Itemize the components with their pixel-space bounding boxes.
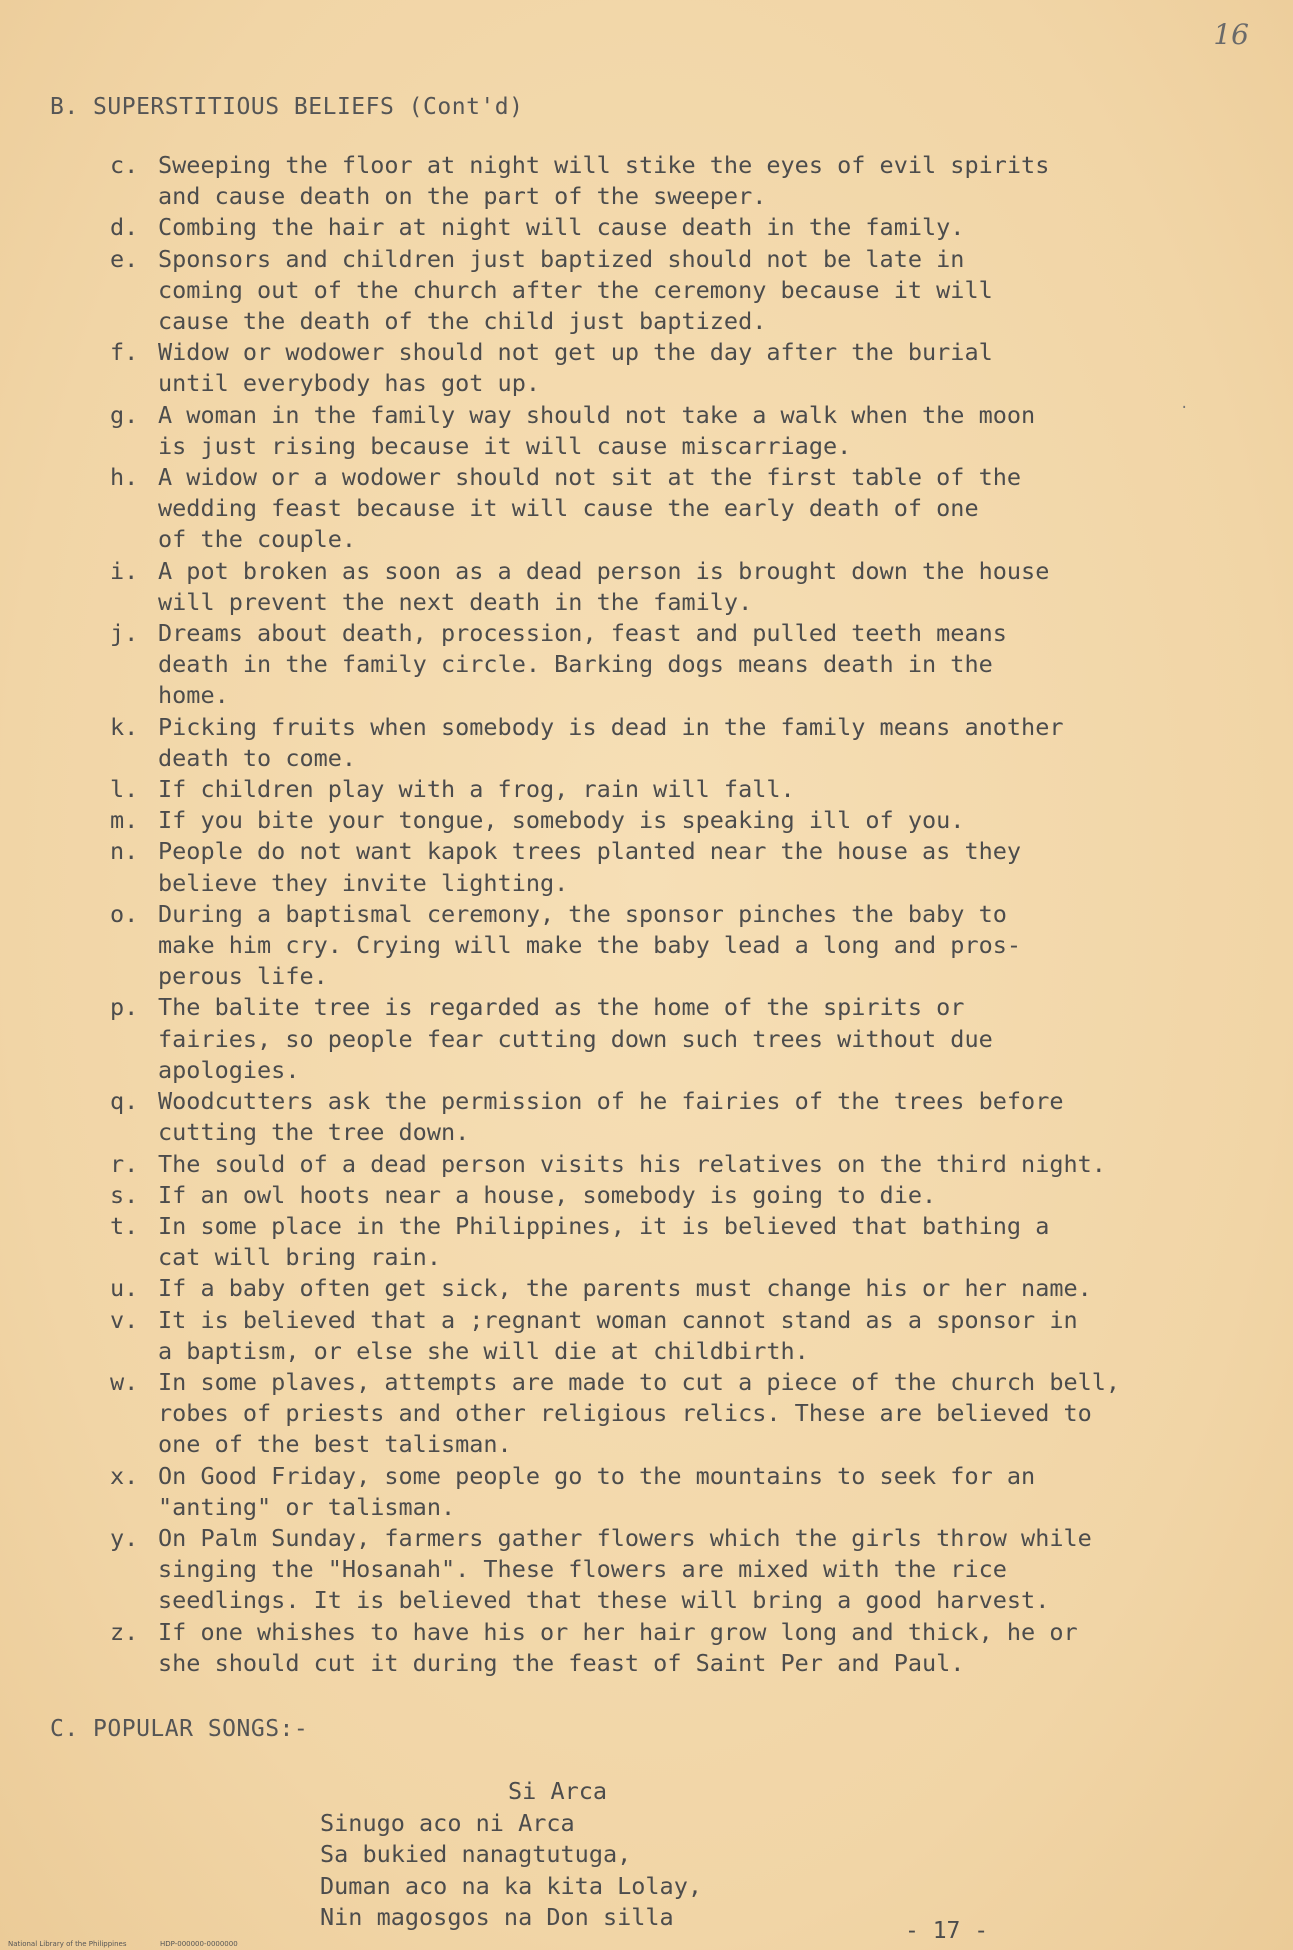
song-block bbox=[320, 1776, 702, 1934]
belief-letter: g. bbox=[110, 400, 139, 429]
archive-stamp: National Library of the Philippines bbox=[8, 1940, 127, 1948]
belief-text: The sould of a dead person visits his relatives on the third night. bbox=[158, 1149, 1106, 1178]
belief-item bbox=[110, 1086, 1240, 1148]
song-line: Nin magosgos na Don silla bbox=[320, 1903, 674, 1931]
belief-letter: j. bbox=[110, 619, 139, 648]
belief-text: On Palm Sunday, farmers gather flowers which the girls throw while singing the "Hosanah". These flowers are mixed with the rice seedlings. It is believed that these will bring a good harvest. bbox=[158, 1523, 1092, 1615]
belief-letter: t. bbox=[110, 1211, 139, 1240]
belief-item bbox=[110, 1180, 1240, 1211]
belief-text: During a baptismal ceremony, the sponsor pinches the baby to make him cry. Crying will make the baby lead a long and pros- perous life. bbox=[158, 899, 1022, 991]
belief-text: If a baby often get sick, the parents must change his or her name. bbox=[158, 1274, 1092, 1303]
section-c-heading: C. POPULAR SONGS:- bbox=[50, 1716, 309, 1742]
belief-item bbox=[110, 618, 1240, 712]
belief-letter: z. bbox=[110, 1617, 139, 1646]
belief-text: Woodcutters ask the permission of he fairies of the trees before cutting the tree down. bbox=[158, 1087, 1064, 1147]
belief-item bbox=[110, 1273, 1240, 1304]
belief-letter: n. bbox=[110, 837, 139, 866]
belief-text: On Good Friday, some people go to the mountains to seek for an "anting" or talisman. bbox=[158, 1461, 1036, 1521]
typed-page-number: - 17 - bbox=[905, 1918, 989, 1944]
belief-text: Sponsors and children just baptized should not be late in coming out of the church after the ceremony because it will cause the death of the child just baptized. bbox=[158, 244, 993, 336]
belief-item bbox=[110, 244, 1240, 338]
belief-text: If children play with a frog, rain will fall. bbox=[158, 775, 795, 804]
belief-letter: y. bbox=[110, 1523, 139, 1552]
belief-letter: k. bbox=[110, 712, 139, 741]
belief-letter: o. bbox=[110, 899, 139, 928]
ink-mark: · bbox=[1180, 400, 1189, 416]
belief-text: Sweeping the floor at night will stike the eyes of evil spirits and cause death on the part of the sweeper. bbox=[158, 151, 1050, 211]
belief-letter: w. bbox=[110, 1367, 139, 1396]
belief-letter: i. bbox=[110, 556, 139, 585]
belief-item bbox=[110, 805, 1240, 836]
song-line: Duman aco na ka kita Lolay, bbox=[320, 1871, 703, 1900]
belief-letter: x. bbox=[110, 1461, 139, 1490]
belief-item bbox=[110, 899, 1240, 993]
belief-item bbox=[110, 1367, 1240, 1461]
belief-text: If one whishes to have his or her hair grow long and thick, he or she should cut it during the feast of Saint Per and Paul. bbox=[158, 1617, 1078, 1677]
belief-letter: h. bbox=[110, 463, 139, 492]
belief-text: A woman in the family way should not take a walk when the moon is just rising because it will cause miscarriage. bbox=[158, 400, 1036, 460]
belief-item bbox=[110, 150, 1240, 212]
belief-text: In some plaves, attempts are made to cut a piece of the church bell, robes of priests and other religious relics. These are believed to one of the best talisman. bbox=[158, 1367, 1121, 1459]
belief-letter: d. bbox=[110, 213, 139, 242]
belief-text: People do not want kapok trees planted near the house as they believe they invite lighting. bbox=[158, 837, 1022, 897]
belief-text: The balite tree is regarded as the home of the spirits or fairies, so people fear cutting down such trees without due apologies. bbox=[158, 993, 993, 1084]
belief-item bbox=[110, 1461, 1240, 1523]
belief-item bbox=[110, 1149, 1240, 1180]
belief-text: Widow or wodower should not get up the day after the burial until everybody has got up. bbox=[158, 338, 993, 398]
belief-text: If you bite your tongue, somebody is speaking ill of you. bbox=[158, 806, 965, 835]
belief-letter: u. bbox=[110, 1274, 139, 1303]
song-line: Sinugo aco ni Arca bbox=[320, 1808, 575, 1837]
belief-item bbox=[110, 462, 1240, 556]
beliefs-list bbox=[110, 150, 1240, 1679]
document-id: HDP-000000-0000000 bbox=[160, 1940, 238, 1948]
belief-text: Dreams about death, procession, feast and pulled teeth means death in the family circle. Barking dogs means death in the home. bbox=[158, 619, 1007, 710]
belief-item bbox=[110, 1211, 1240, 1273]
song-title: Si Arca bbox=[508, 1777, 608, 1805]
belief-item bbox=[110, 556, 1240, 618]
belief-item bbox=[110, 836, 1240, 898]
belief-item bbox=[110, 992, 1240, 1086]
belief-letter: v. bbox=[110, 1305, 139, 1334]
belief-letter: f. bbox=[110, 338, 139, 367]
belief-letter: q. bbox=[110, 1087, 139, 1116]
belief-letter: c. bbox=[110, 151, 139, 179]
belief-letter: e. bbox=[110, 244, 139, 273]
belief-item bbox=[110, 774, 1240, 805]
section-b-heading: B. SUPERSTITIOUS BELIEFS (Cont'd) bbox=[50, 94, 524, 120]
belief-item bbox=[110, 337, 1240, 399]
belief-item bbox=[110, 1305, 1240, 1367]
song-line: Sa bukied nanagtutuga, bbox=[320, 1840, 632, 1868]
belief-letter: r. bbox=[110, 1149, 139, 1178]
belief-item bbox=[110, 712, 1240, 774]
belief-text: It is believed that a ;regnant woman cannot stand as a sponsor in a baptism, or else she will die at childbirth. bbox=[158, 1305, 1078, 1365]
belief-text: A pot broken as soon as a dead person is brought down the house will prevent the next death in the family. bbox=[158, 556, 1050, 616]
belief-letter: l. bbox=[110, 775, 139, 804]
belief-text: Combing the hair at night will cause death in the family. bbox=[158, 213, 965, 242]
belief-item bbox=[110, 1617, 1240, 1679]
belief-text: In some place in the Philippines, it is believed that bathing a cat will bring rain. bbox=[158, 1211, 1050, 1272]
belief-letter: m. bbox=[110, 806, 139, 835]
handwritten-page-number: 16 bbox=[1213, 18, 1249, 51]
belief-text: A widow or a wodower should not sit at the first table of the wedding feast because it will cause the early death of one of the couple. bbox=[158, 463, 1022, 554]
belief-letter: p. bbox=[110, 993, 139, 1022]
belief-letter: s. bbox=[110, 1180, 139, 1209]
belief-item bbox=[110, 400, 1240, 462]
belief-item bbox=[110, 212, 1240, 243]
belief-text: Picking fruits when somebody is dead in the family means another death to come. bbox=[158, 712, 1064, 772]
belief-text: If an owl hoots near a house, somebody is going to die. bbox=[158, 1180, 937, 1209]
belief-item bbox=[110, 1523, 1240, 1617]
